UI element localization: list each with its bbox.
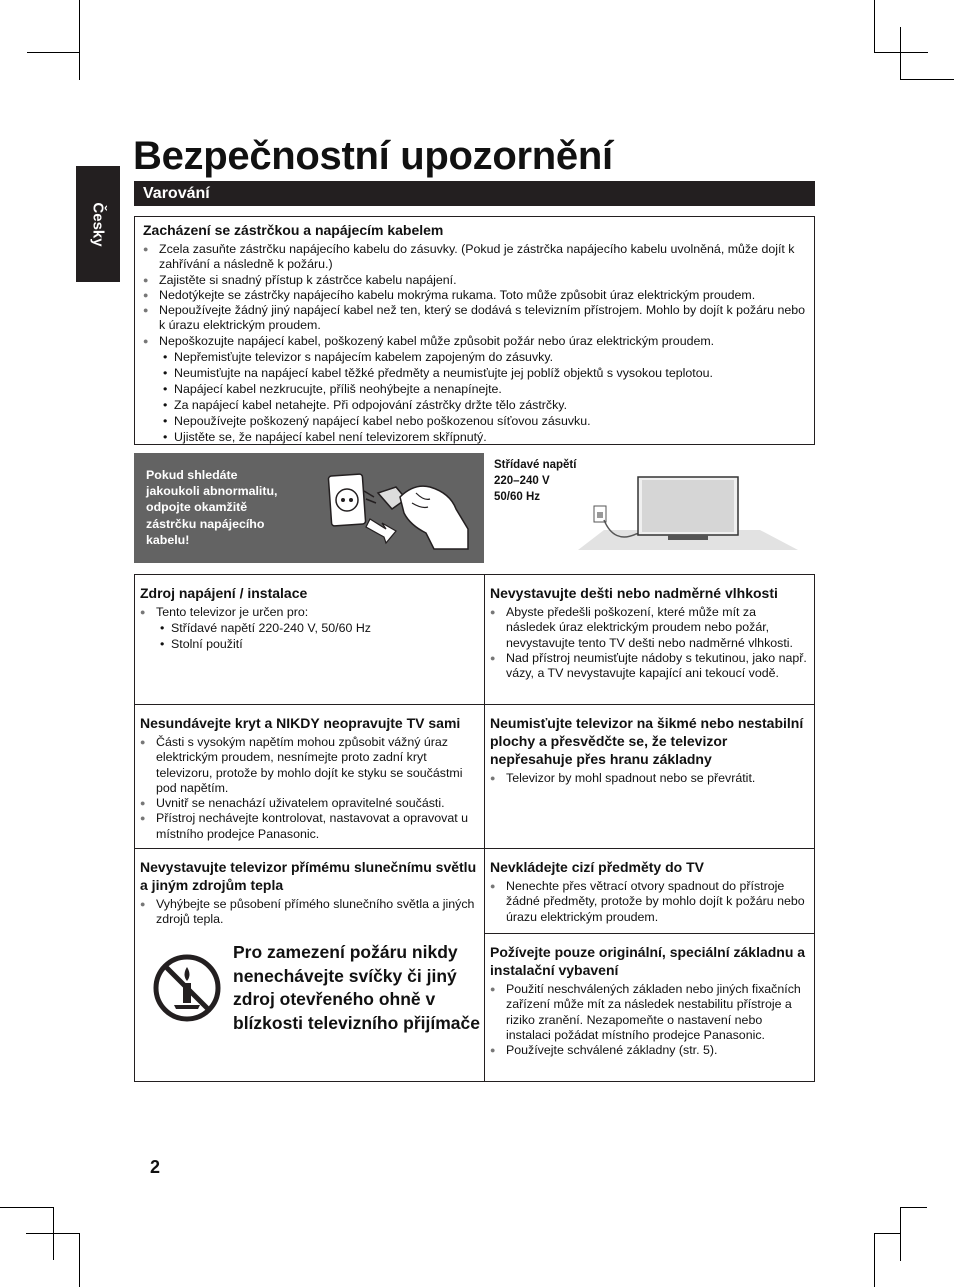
- language-tab: [76, 166, 120, 282]
- power-cable-sublist: [143, 349, 806, 445]
- base-cell: [485, 934, 814, 1081]
- page-number: 2: [150, 1157, 161, 1177]
- rain-cell: [485, 575, 814, 704]
- sunlight-cell: [135, 849, 484, 1081]
- list-item: • Neumisťujte na napájecí kabel těžké předměty a neumisťujte jej poblíž objektů s vysokou teplotou.: [163, 365, 806, 381]
- slope-cell: [485, 705, 814, 848]
- cover-cell: [135, 705, 484, 848]
- list-item: ● Nad přístroj neumisťujte nádoby s tekutinou, jako např. vázy, a TV nevystavujte kapající ani tekoucí vodě.: [490, 651, 809, 682]
- list-item: ● Televizor by mohl spadnout nebo se převrátit.: [490, 771, 809, 786]
- no-candle-icon: [152, 953, 222, 1023]
- unplug-warning-text: Pokud shledáte jakoukoli abnormalitu, odpojte okamžitě zástrčku napájecího kabelu!: [146, 468, 278, 547]
- page-title: Bezpečnostní upozornění: [133, 134, 613, 178]
- list-item: • Střídavé napětí 220-240 V, 50/60 Hz: [160, 620, 479, 636]
- list-item: • Stolní použití: [160, 636, 479, 652]
- list-item: • Nepřemisťujte televizor s napájecím kabelem zapojeným do zásuvky.: [163, 349, 806, 365]
- list-item: ● Nedotýkejte se zástrčky napájecího kabelu mokrýma rukama. Toto může způsobit úraz elektrickým proudem.: [143, 288, 806, 303]
- list-item: ● Části s vysokým napětím mohou způsobit vážný úraz elektrickým proudem, nesnímejte proto zadní kryt televizoru, protože by mohlo dojít ke styku se součástmi pod napětím.: [140, 735, 479, 796]
- list-item: ● Uvnitř se nenachází uživatelem opravitelné součásti.: [140, 796, 479, 811]
- list-item: ● Nepoškozujte napájecí kabel, poškozený kabel může způsobit požár nebo úraz elektrickým proudem.: [143, 334, 806, 349]
- power-supply-label: Střídavé napětí 220–240 V 50/60 Hz: [494, 459, 577, 503]
- unplug-hand-icon: [134, 453, 484, 563]
- power-cable-list: [143, 242, 806, 349]
- section-header: Varování: [134, 181, 815, 206]
- foreign-objects-heading: Nevkládejte cizí předměty do TV: [490, 859, 704, 875]
- power-cable-heading: Zacházení se zástrčkou a napájecím kabelem: [143, 222, 444, 238]
- tv-icon: [574, 466, 804, 566]
- sunlight-heading: Nevystavujte televizor přímému slunečnímu světlu a jiným zdrojům tepla: [140, 859, 477, 893]
- list-item: ● Použití neschválených základen nebo jiných fixačních zařízení může mít za následek nestabilitu přístroje a riziko zranění. Nezapomeňte o nastavení nebo instalaci požádat místního prodejce Panasonic.: [490, 982, 809, 1043]
- cover-heading: Nesundávejte kryt a NIKDY neopravujte TV sami: [140, 715, 461, 731]
- power-source-heading: Zdroj napájení / instalace: [140, 585, 308, 601]
- list-item: ● Abyste předešli poškození, které může mít za následek úraz elektrickým proudem nebo požár, nevystavujte tento TV dešti nebo nadměrné vlhkosti.: [490, 605, 809, 651]
- list-item: ● Přístroj nechávejte kontrolovat, nastavovat a opravovat u místního prodejce Panasonic.: [140, 811, 479, 842]
- list-item: • Napájecí kabel nezkrucujte, příliš neohýbejte a nenapínejte.: [163, 381, 806, 397]
- list-item: ● Nenechte přes větrací otvory spadnout do přístroje žádné předměty, protože by mohlo dojít k požáru nebo úrazu elektrickým proudem.: [490, 879, 809, 925]
- list-item: • Za napájecí kabel netahejte. Při odpojování zástrčky držte tělo zástrčky.: [163, 397, 806, 413]
- language-tab-label: Česky: [89, 201, 107, 247]
- list-item: ● Používejte schválené základny (str. 5).: [490, 1043, 809, 1058]
- list-item: ● Vyhýbejte se působení přímého slunečního světla a jiných zdrojů tepla.: [140, 897, 479, 928]
- unplug-warning-panel: [134, 453, 484, 563]
- slope-heading: Neumisťujte televizor na šikmé nebo nestabilní plochy a přesvědčte se, že televizor nepřesahuje přes hranu základny: [490, 715, 804, 767]
- rain-heading: Nevystavujte dešti nebo nadměrné vlhkosti: [490, 585, 778, 601]
- power-source-cell: [135, 575, 484, 704]
- list-item: ● Tento televizor je určen pro:: [140, 605, 479, 620]
- foreign-objects-cell: [485, 849, 814, 933]
- power-cable-section: [134, 216, 815, 445]
- list-item: • Nepoužívejte poškozený napájecí kabel nebo poškozenou síťovou zásuvku.: [163, 413, 806, 429]
- safety-grid: [134, 574, 815, 1082]
- list-item: ● Nepoužívejte žádný jiný napájecí kabel než ten, který se dodává s televizním přístrojem. Mohlo by dojít k požáru nebo k úrazu elektrickým proudem.: [143, 303, 806, 334]
- list-item: ● Zcela zasuňte zástrčku napájecího kabelu do zásuvky. (Pokud je zástrčka napájecího kabelu uvolněná, může dojít k zahřívání a následně k požáru.): [143, 242, 806, 273]
- list-item: • Ujistěte se, že napájecí kabel není televizorem skřípnutý.: [163, 429, 806, 445]
- list-item: ● Zajistěte si snadný přístup k zástrčce kabelu napájení.: [143, 273, 806, 288]
- base-heading: Požívejte pouze originální, speciální základnu a instalační vybavení: [490, 944, 806, 978]
- candle-warning: Pro zamezení požáru nikdy nenechávejte svíčky či jiný zdroj otevřeného ohně v blízkosti televizního přijímače: [233, 942, 481, 1033]
